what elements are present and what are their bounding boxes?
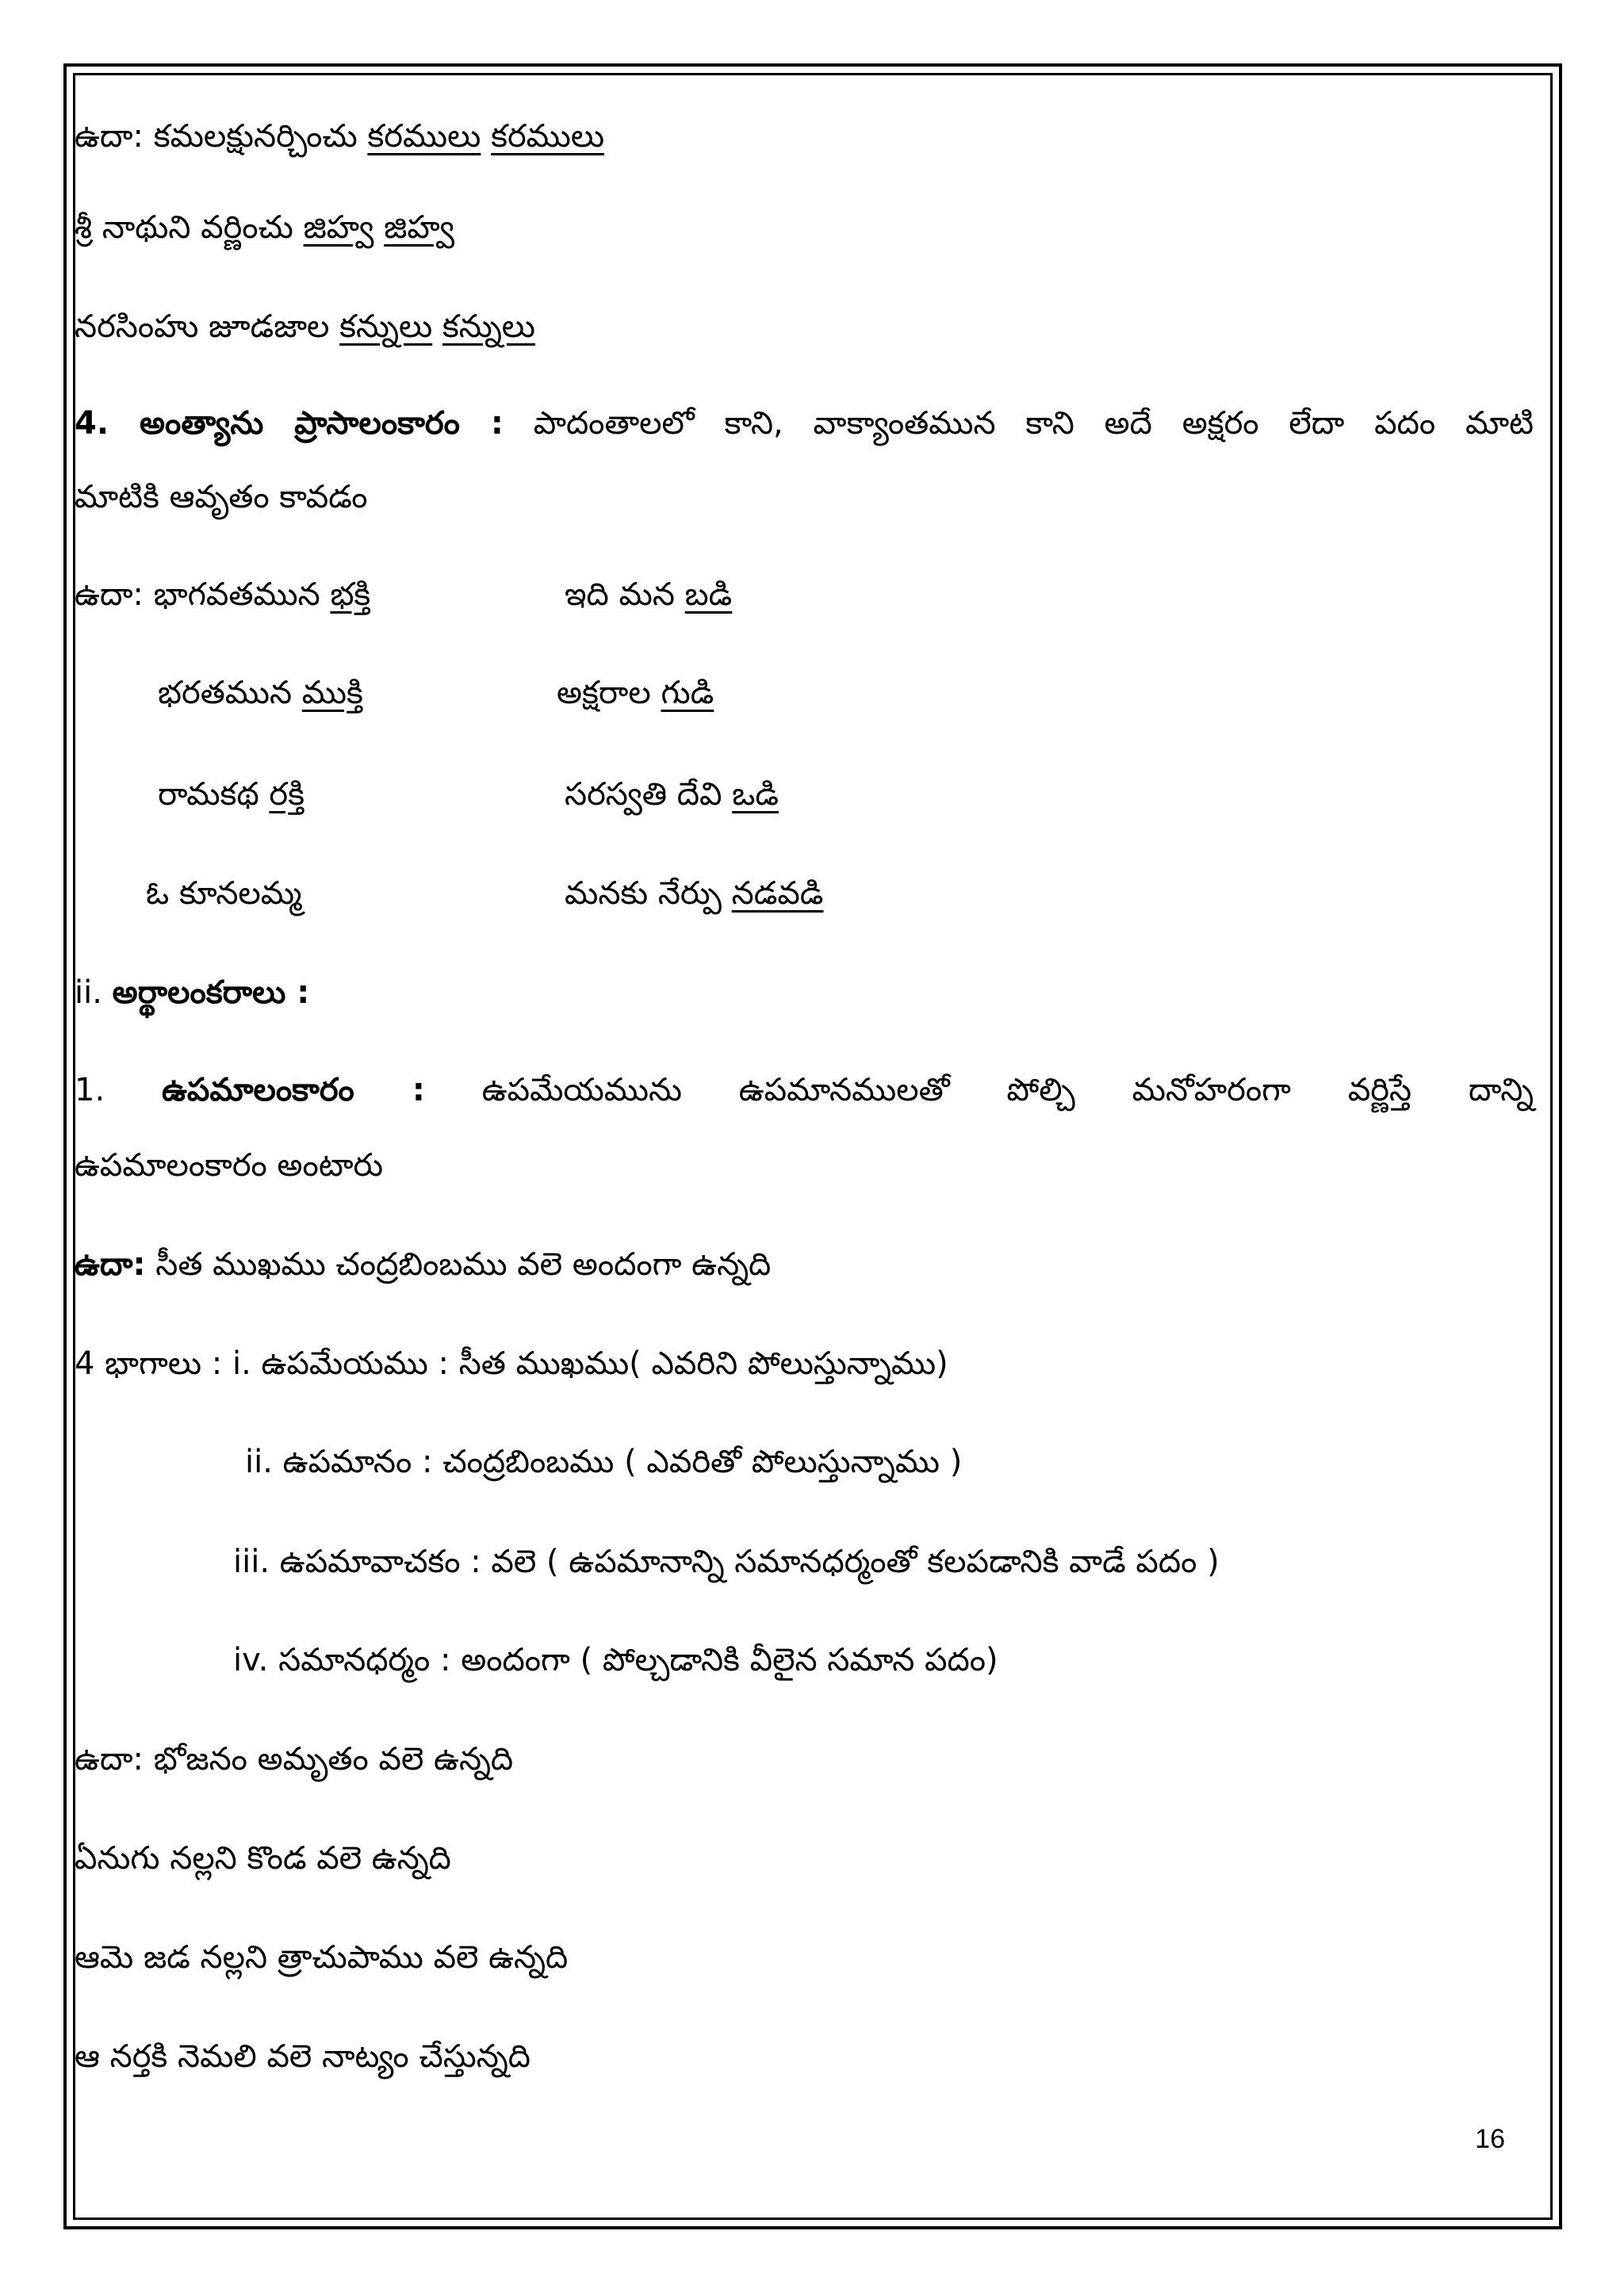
parts-item-4: iv. సమానధర్మం : అందంగా ( పోల్చడానికి వీలైన సమాన పదం)	[233, 1642, 998, 1678]
underlined-word: నడవడి	[731, 875, 824, 912]
example-right-3: సరస్వతి దేవి ఒడి	[565, 776, 779, 813]
page-number: 16	[1475, 2124, 1505, 2154]
example-left-4: ఓ కూనలమ్మ	[146, 875, 302, 912]
example-bhojanam: ఉదా: భోజనం అమృతం వలె ఉన్నది	[75, 1741, 514, 1777]
definition-continuation: మాటికి ఆవృతం కావడం	[75, 479, 368, 515]
example-left-1: ఉదా: భాగవతమున భక్తి	[75, 576, 371, 613]
underlined-word: గుడి	[661, 675, 714, 711]
underlined-word: కన్నులు	[442, 308, 536, 345]
section-heading: ఉపమాలంకారం :	[162, 1072, 425, 1108]
underlined-word: కరములు	[491, 118, 605, 155]
definition-continuation: ఉపమాలంకారం అంటారు	[75, 1147, 384, 1184]
example-left-3: రామకథ రక్తి	[158, 776, 305, 813]
underlined-word: బడి	[684, 576, 733, 613]
underlined-word: భక్తి	[330, 576, 371, 613]
parts-item-2: ii. ఉపమానం : చంద్రబింబము ( ఎవరితో పోలుస్తున్నాము )	[245, 1444, 963, 1480]
section-heading: 4. అంత్యాను ప్రాసాలంకారం :	[75, 405, 504, 442]
section-antyanuprasa-definition: 4. అంత్యాను ప్రాసాలంకారం : పాదంతాలలో కాని, వాక్యాంతమున కాని అదే అక్షరం లేదా పదం మాటి	[75, 405, 1534, 442]
example-jada: ఆమె జడ నల్లని త్రాచుపాము వలె ఉన్నది	[75, 1939, 569, 1976]
parts-item-1: 4 భాగాలు : i. ఉపమేయము : సీత ముఖము( ఎవరిని పోలుస్తున్నాము)	[75, 1345, 948, 1382]
example-seetha-mukhamu: ఉదా: సీత ముఖము చంద్రబింబము వలె అందంగా ఉన్నది	[75, 1246, 772, 1283]
example-nartaki: ఆ నర్తకి నెమలి వలె నాట్యం చేస్తున్నది	[75, 2038, 530, 2075]
example-enugu: ఏనుగు నల్లని కొండ వలె ఉన్నది	[75, 1840, 451, 1877]
section-arthalankaralu-heading: ii. అర్థాలంకరాలు :	[75, 974, 310, 1011]
parts-item-3: iii. ఉపమావాచకం : వలె ( ఉపమానాన్ని సమానధర్మంతో కలపడానికి వాడే పదం )	[233, 1544, 1220, 1580]
underlined-word: కరములు	[367, 118, 481, 155]
underlined-word: కన్నులు	[339, 308, 433, 345]
example-line-jihva: శ్రీ నాథుని వర్ణించు జిహ్వ జిహ్వ	[75, 209, 455, 246]
underlined-word: జిహ్వ	[384, 209, 455, 246]
underlined-word: రక్తి	[269, 776, 305, 813]
underlined-word: జిహ్వ	[303, 209, 374, 246]
example-line-kannulu: నరసింహు జూడజాల కన్నులు కన్నులు	[75, 308, 536, 345]
section-upamalankaram-definition: 1. ఉపమాలంకారం : ఉపమేయమును ఉపమానములతో పోల్చి మనోహరంగా వర్ణిస్తే దాన్ని	[75, 1072, 1534, 1108]
example-right-4: మనకు నేర్పు నడవడి	[565, 875, 824, 912]
example-label: ఉదా:	[75, 1246, 146, 1283]
example-left-2: భరతమున ముక్తి	[158, 675, 363, 711]
section-heading: అర్థాలంకరాలు :	[112, 974, 310, 1011]
example-line-karamulu: ఉదా: కమలక్షునర్చించు కరములు కరములు	[75, 118, 605, 155]
underlined-word: ఒడి	[732, 776, 779, 813]
example-right-1: ఇది మన బడి	[565, 576, 733, 613]
underlined-word: ముక్తి	[301, 675, 363, 711]
example-right-2: అక్షరాల గుడి	[557, 675, 714, 711]
